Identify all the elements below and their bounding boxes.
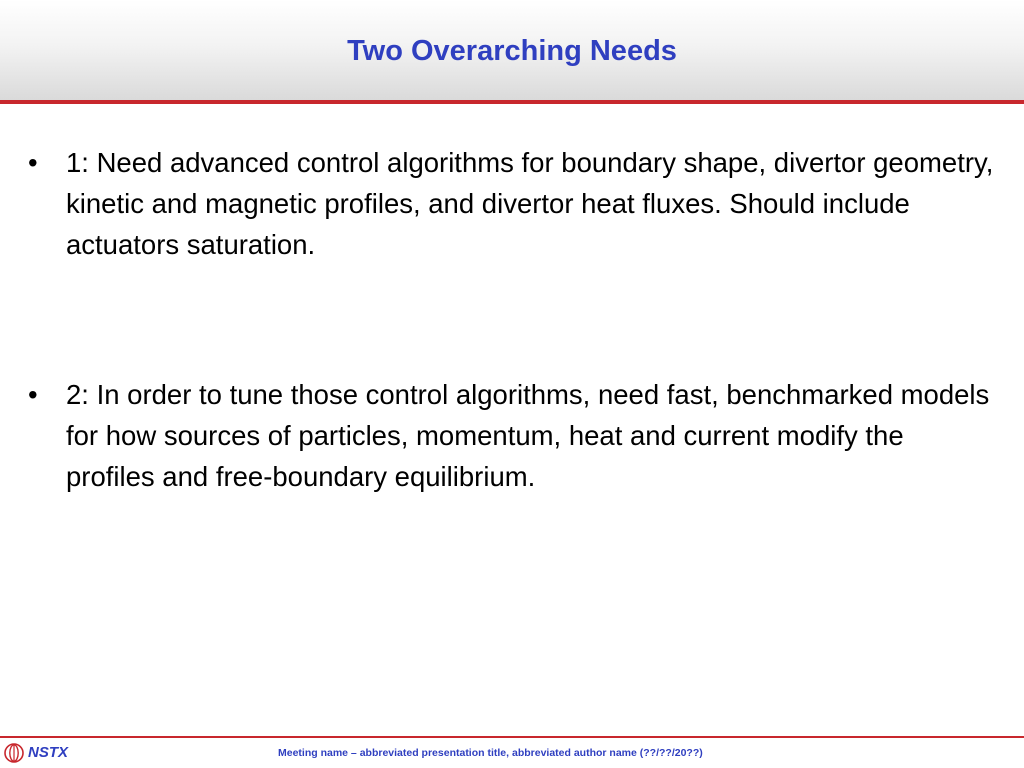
bullet-icon: • (28, 147, 38, 178)
bullet-text-1: 1: Need advanced control algorithms for boundary shape, divertor geometry, kinetic and magnetic profiles, and divertor heat fluxes. Should include actuators saturation. (66, 147, 994, 260)
meeting-info: Meeting name – abbreviated presentation title, abbreviated author name (??/??/20??) (278, 747, 703, 759)
bullet-item-1 (26, 142, 996, 265)
nstx-logo-icon (4, 743, 24, 763)
logo-label: NSTX (28, 744, 69, 761)
bullet-icon: • (28, 379, 38, 410)
slide-footer (0, 738, 1024, 768)
header-divider (0, 100, 1024, 104)
nstx-logo (4, 743, 68, 763)
slide-header (0, 0, 1024, 100)
slide-body (26, 142, 996, 497)
bullet-text-2: 2: In order to tune those control algorithms, need fast, benchmarked models for how sources of particles, momentum, heat and current modify the profiles and free-boundary equilibrium. (66, 379, 990, 492)
bullet-item-2 (26, 374, 996, 497)
slide-title: Two Overarching Needs (347, 35, 677, 67)
